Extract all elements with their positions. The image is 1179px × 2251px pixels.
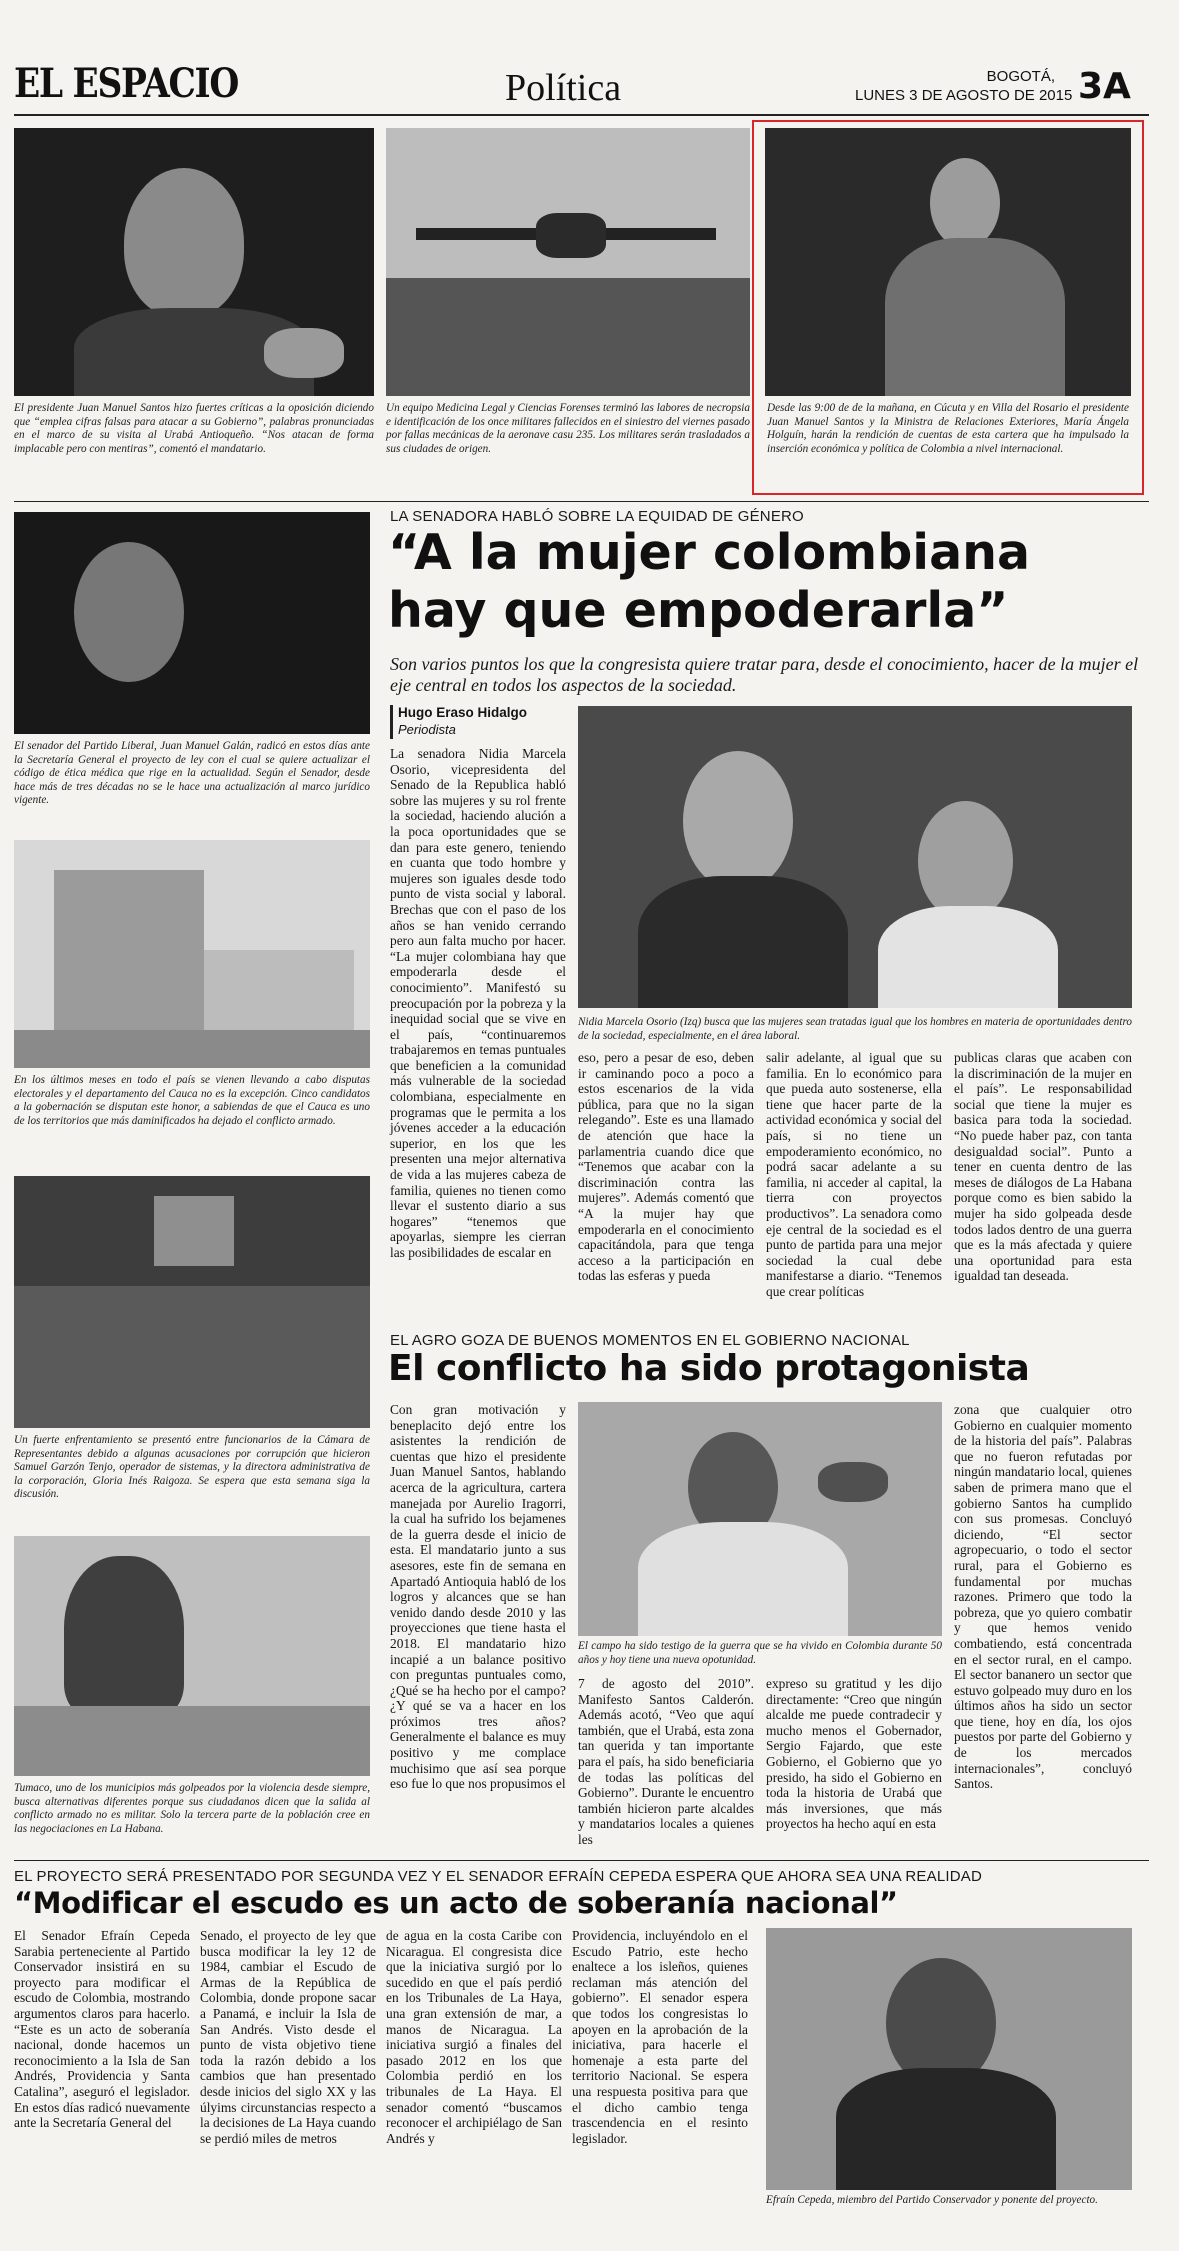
masthead-rule	[14, 114, 1149, 116]
sidebar-caption-1: El senador del Partido Liberal, Juan Manuel Galán, radicó en estos días ante la Secretaría General el proyecto de ley con el cual se quiere actualizar el código de ética médica que rige en la actualidad. Según el Senador, desde hace más de tres décadas no se le hace una actualización al marco jurídico vigente.	[14, 740, 370, 807]
article1-col3: salir adelante, al igual que su familia. En lo económico para que pueda auto sostenerse, ella tiene que hacer parte de la actividad económica y social del país, si no tiene un empoderamiento económico, no podrá sacar adelante a su familia, ni acceder al capital, la tierra con proyectos productivos”. La senadora como eje central de la sociedad es el punto de partida para una mejor sociedad la cual debe manifestarse a diario. “Tenemos que crear políticas	[766, 1050, 942, 1299]
article3-col3: de agua en la costa Caribe con Nicaragua. El congresista dice que la iniciativa surgió por lo sucedido en que el país perdió en los Tribunales de La Haya, una gran extensión de mar, a manos de Nicaragua. La iniciativa surgió a finales del pasado 2012 en los que Colombia perdió en los tribunales de La Haya. El senador comentó “buscamos reconocer el archipiélago de San Andrés y	[386, 1928, 562, 2146]
page-number: 3A	[1078, 66, 1131, 107]
sidebar-caption-3: Un fuerte enfrentamiento se presentó entre funcionarios de la Cámara de Representantes debido a algunas acusaciones por corrupción que hicieron Samuel Garzón Tenjo, operador de sistemas, y la directora administrativa de la corporación, Gloria Inés Raigoza. Se espera que esta semana siga la discusión.	[14, 1434, 370, 1501]
article2-kicker: EL AGRO GOZA DE BUENOS MOMENTOS EN EL GOBIERNO NACIONAL	[390, 1332, 910, 1349]
top-caption-2: Un equipo Medicina Legal y Ciencias Forenses terminó las labores de necropsia e identificación de los once militares fallecidos en el siniestro del viernes pasado por fallas mecánicas de la aeronave casu 235. Los militares serán trasladados a sus ciudades de origen.	[386, 402, 750, 455]
article3-col2: Senado, el proyecto de ley que busca modificar la ley 12 de 1984, cambiar el Escudo de Armas de la República de Colombia, donde propone sacar a Panamá, e incluir la Isla de San Andrés. Visto desde el punto de vista objetivo tiene toda la razón debido a los cambios que han presentado desde inicios del siglo XX y las úlyims circunstancias respecto a la decisiones de La Haya cuando se perdió miles de metros	[200, 1928, 376, 2146]
top-photo-holguin	[765, 128, 1131, 396]
article3-kicker: EL PROYECTO SERÁ PRESENTADO POR SEGUNDA VEZ Y EL SENADOR EFRAÍN CEPEDA ESPERA QUE AHORA SEA UNA REALIDAD	[14, 1868, 983, 1885]
masthead-logo: EL ESPACIO	[14, 60, 239, 107]
article1-headline-line2: hay que empoderarla”	[388, 582, 1009, 639]
article3-photo	[766, 1928, 1132, 2190]
article2-col2: 7 de agosto del 2010”. Manifesto Santos Calderón. Además acotó, “Veo que aquí también, que el Urabá, esta zona tan querida y tan importante para el país, ha sido beneficiaria de todas las políticas del Gobierno”. Durante le encuentro también hicieron parte alcaldes y mandatarios locales a quienes les	[578, 1676, 754, 1847]
top-photo-santos	[14, 128, 374, 396]
sidebar-photo-tumaco	[14, 1536, 370, 1776]
top-photo-aircraft	[386, 128, 750, 396]
sidebar-photo-cauca	[14, 840, 370, 1068]
masthead-city: BOGOTÁ,	[986, 68, 1055, 85]
article3-photo-caption: Efraín Cepeda, miembro del Partido Conservador y ponente del proyecto.	[766, 2194, 1098, 2206]
byline-name: Hugo Eraso Hidalgo	[398, 705, 528, 720]
article2-photo	[578, 1402, 942, 1636]
article2-col1: Con gran motivación y beneplacito dejó entre los asistentes la rendición de cuentas que hizo el presidente Juan Manuel Santos, hablando acerca de la agricultura, cartera manejada por Aurelio Iragorri, la cual ha sufrido los bejamenes de la guerra desde el inicio de esta. El mandatario junto a sus asesores, este fin de semana en Apartadó Antioquia habló de los logros y alcances que se han venido dando desde 2010 y las proyecciones que tiene hasta el 2018. El mandatario hizo incapié a un balance positivo con preguntas puntuales como, ¿Qué se ha hecho por el campo? ¿Y qué se va a hacer en los próximos tres años? Generalmente el balance es muy positivo y me complace muchisimo que así sea porque eso fue lo que nos propusimos el	[390, 1402, 566, 1792]
article1-col4: publicas claras que acaben con la discriminación de la mujer en el país”. Le responsabilidad social que tiene la mujer es basica para toda la sociedad. “No puede haber paz, con tanta desigualdad social”. Punto a tener en cuenta dentro de las meses de diálogos de La Habana porque como es bien sabido la mujer ha sido golpeada desde todos lados dentro de una guerra que es la más afectada y quiere una oportunidad para esta igualdad tan deseada.	[954, 1050, 1132, 1284]
top-row-rule	[14, 501, 1149, 502]
article2-photo-caption: El campo ha sido testigo de la guerra que se ha vivido en Colombia durante 50 años y hoy tiene una nueva opotunidad.	[578, 1640, 942, 1666]
top-caption-3: Desde las 9:00 de de la mañana, en Cúcuta y en Villa del Rosario el presidente Juan Manuel Santos y la Ministra de Relaciones Exteriores, María Ángela Holguín, harán la rendición de cuentas de esta cartera que ha impulsado la inserción económica y política de Colombia a nivel internacional.	[767, 402, 1129, 455]
masthead-date: LUNES 3 DE AGOSTO DE 2015	[855, 87, 1073, 104]
byline-role: Periodista	[398, 722, 456, 737]
article1-col2: eso, pero a pesar de eso, deben ir caminando poco a poco a estos escenarios de la vida pública, para que no la sigan relegando”. Este es una llamado de atención que hace la parlamentria cuando dice que “Tenemos que acabar con la discriminación contra las mujeres”. Además comentó que “A la mujer hay que empoderarla en el conocimiento capacitándola, para que tenga acceso a la participación en todas las esferas y pueda	[578, 1050, 754, 1284]
article1-deck: Son varios puntos los que la congresista quiere tratar para, desde el conocimiento, hacer de la mujer el eje central en todos los aspectos de la sociedad.	[390, 654, 1139, 695]
sidebar-caption-4: Tumaco, uno de los municipios más golpeados por la violencia desde siempre, busca alternativas diferentes porque sus ciudadanos dicen que la salida al conflicto armado no es militar. Solo la tercera parte de la población cree en las negociaciones en La Habana.	[14, 1782, 370, 1835]
article3-top-rule	[14, 1860, 1149, 1861]
article1-kicker: LA SENADORA HABLÓ SOBRE LA EQUIDAD DE GÉNERO	[390, 508, 804, 525]
section-title: Política	[505, 67, 622, 109]
article1-photo-caption: Nidia Marcela Osorio (Izq) busca que las mujeres sean tratadas igual que los hombres en materia de oportunidades dentro de la sociedad, especialmente, en el área laboral.	[578, 1016, 1132, 1042]
article2-col3: expreso su gratitud y les dijo directamente: “Creo que ningún alcalde me puede contradecir y mucho menos el Gobernador, Sergio Fajardo, que este Gobierno, el Gobierno que yo presido, ha sido el Gobierno en toda la historia de Urabá que más inversiones, que más proyectos ha hecho aquí en esta	[766, 1676, 942, 1832]
article1-photo	[578, 706, 1132, 1008]
top-caption-1: El presidente Juan Manuel Santos hizo fuertes críticas a la oposición diciendo que “emplea cifras falsas para atacar a su Gobierno”, palabras pronunciadas en el marco de su visita al Urabá Antioqueño. “Nos atacan de forma implacable pero con mentiras”, comentó el mandatario.	[14, 402, 374, 455]
sidebar-caption-2: En los últimos meses en todo el país se vienen llevando a cabo disputas electorales y el departamento del Cauca no es la excepción. Cinco candidatos a la gobernación se disputan este honor, a sabiendas de que el Cauca es uno de los territorios que más daminificados ha dejado el conflicto armado.	[14, 1074, 370, 1127]
article1-headline-line1: “A la mujer colombiana	[388, 524, 1031, 581]
sidebar-photo-galan	[14, 512, 370, 734]
article1-col1: La senadora Nidia Marcela Osorio, vicepresidenta del Senado de la Republica habló sobre las mujeres y su rol frente la sociedad, haciendo alución a la poca oportunidades que se dan para este genero, teniendo en cuanta que todo hombre y mujeres son iguales desde todo punto de vista social y laboral. Brechas que con el paso de los años se han venido cerrando pero aun falta mucho por hacer. “La mujer colombiana hay que empoderarla desde el conocimiento”. Manifestó su preocupación por la pobreza y la inequidad social que se vive en el país, “continuaremos trabajaremos en temas puntuales que beneficien a la comunidad más vulnerable de la sociedad colombiana, especialmente en programas que le permita a los jóvenes acceder a la educación superior, en los que les presenten una mejor alternativa de vida a las mujeres cabeza de familia, quienes no tienen como llevar el sustento diario a sus hogares” “tenemos que apoyarlas, siempre les cierran las posibilidades de escalar en	[390, 746, 566, 1260]
article3-col4: Providencia, incluyéndolo en el Escudo Patrio, este hecho enaltece a los isleños, quienes reclaman más atención del gobierno”. El senador espera que todos los congresistas lo apoyen en la aprobación de la iniciativa, para hacerle el homenaje a esta parte del territorio Nacional. Se espera una respuesta positiva para que el dicho cambio tenga trascendencia en el resinto legislador.	[572, 1928, 748, 2146]
sidebar-photo-camara	[14, 1176, 370, 1428]
byline-bar	[390, 705, 393, 739]
article2-col4: zona que cualquier otro Gobierno en cualquier momento de la historia del país”. Palabras que no fueron refutadas por ningún mandatario local, quienes saben de primera mano que el gobierno Santos ha cumplido con sus promesas. Concluyó diciendo, “El sector agropecuario, o todo el sector rural, para el Gobierno es fundamental por muchas razones. Primero que todo la pobreza, que yo quiero combatir y que hemos venido combatiendo, está concentrada en el sector rural, en el campo. El sector bananero un sector que estuvo golpeado muy duro en los últimos años ha sido un sector que tiene, hoy en día, los ojos puestos por parte del Gobierno y de los mercados internacionales”, concluyó Santos.	[954, 1402, 1132, 1792]
article3-col1: El Senador Efraín Cepeda Sarabia perteneciente al Partido Conservador insistirá en su proyecto para modificar el escudo de Colombia, mostrando argumentos claros para hacerlo. “Este es un acto de soberanía nacional, donde hacemos un reconocimiento a la Isla de San Andrés, Providencia y Santa Catalina”, aseguró el legislador. En estos días radicó nuevamente ante la Secretaría General del	[14, 1928, 190, 2131]
article2-headline: El conflicto ha sido protagonista	[388, 1348, 1030, 1389]
article3-headline: “Modificar el escudo es un acto de soberanía nacional”	[14, 1886, 898, 1920]
